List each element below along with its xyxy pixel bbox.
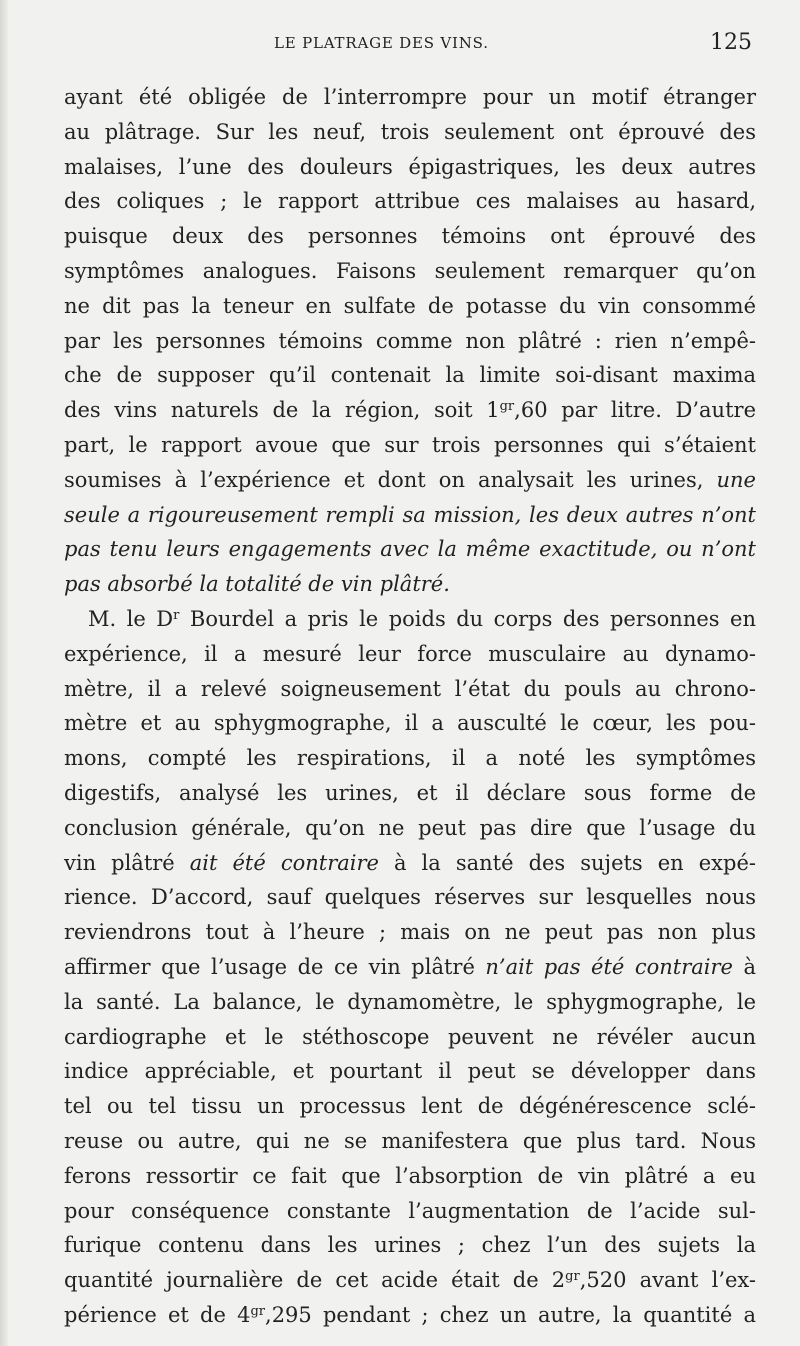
- text-line-18: mètre, il a relevé soigneusement l’état du pouls au chrono-: [64, 676, 756, 701]
- text-line-32: ferons ressortir ce fait que l’absorption de vin plâtré a eu: [64, 1163, 756, 1188]
- text-segment: ,295: [265, 1302, 312, 1327]
- text-line-11: part, le rapport avoue que sur trois personnes qui s’étaient: [64, 432, 756, 457]
- text-line-29: indice appréciable, et pourtant il peut se développer dans: [64, 1059, 756, 1084]
- italic-line: pas tenu leurs engagements avec la même exactitude, ou n’ont: [64, 537, 756, 562]
- text-line-9: che de supposer qu’il contenait la limite soi-disant maxima: [64, 363, 756, 388]
- page-edge-shadow: [0, 0, 8, 1346]
- text-segment: Bourdel a pris le poids du corps des personnes en: [179, 606, 757, 631]
- text-line-13: [64, 498, 756, 533]
- text-line-12: [64, 463, 756, 498]
- italic-segment: ait été contraire: [189, 850, 379, 875]
- text-line-23: [64, 846, 756, 881]
- text-segment: M. le D: [88, 606, 174, 631]
- text-line-36: [64, 1298, 756, 1333]
- page-header: [0, 30, 800, 64]
- text-line-20: mons, compté les respirations, il a noté les symptômes: [64, 746, 756, 771]
- text-line-15: [64, 567, 756, 602]
- text-line-17: expérience, il a mesuré leur force musculaire au dynamo-: [64, 641, 756, 666]
- page-number: 125: [710, 30, 752, 55]
- text-segment: à: [732, 954, 756, 979]
- text-line-7: ne dit pas la teneur en sulfate de potasse du vin consommé: [64, 293, 756, 318]
- text-line-21: digestifs, analysé les urines, et il déclare sous forme de: [64, 780, 756, 805]
- text-line-34: furique contenu dans les urines ; chez l’un des sujets la: [64, 1233, 756, 1258]
- italic-line: seule a rigoureusement rempli sa mission, les deux autres n’ont: [64, 502, 756, 527]
- text-line-3: malaises, l’une des douleurs épigastriques, les deux autres: [64, 154, 756, 179]
- text-line-31: reuse ou autre, qui ne se manifestera que plus tard. Nous: [64, 1128, 756, 1153]
- title-superscript: r: [173, 607, 180, 623]
- text-line-8: par les personnes témoins comme non plâtré : rien n’empê-: [64, 328, 756, 353]
- text-line-28: cardiographe et le stéthoscope peuvent ne révéler aucun: [64, 1024, 756, 1049]
- text-segment: périence et de 4: [64, 1302, 251, 1327]
- unit-superscript: gr: [565, 1268, 580, 1284]
- text-segment: pendant ; chez un autre, la quantité a: [322, 1302, 756, 1327]
- text-line-16: [64, 602, 756, 637]
- text-segment: vin plâtré: [64, 850, 175, 875]
- italic-segment: n’ait pas été contraire: [485, 954, 733, 979]
- unit-superscript: gr: [499, 399, 515, 415]
- text-segment: soumises à l’expérience et dont on analysait les urines,: [64, 467, 704, 492]
- unit-superscript: gr: [250, 1303, 266, 1319]
- body-text: [64, 80, 756, 1333]
- text-line-4: des coliques ; le rapport attribue ces malaises au hasard,: [64, 189, 756, 214]
- text-line-26: [64, 950, 756, 985]
- text-line-24: rience. D’accord, sauf quelques réserves sur lesquelles nous: [64, 885, 756, 910]
- running-title: LE PLATRAGE DES VINS.: [274, 34, 489, 52]
- italic-line: pas absorbé la totalité de vin plâtré.: [64, 572, 450, 597]
- text-segment: ,60 par litre. D’autre: [514, 398, 756, 423]
- text-segment: affirmer que l’usage de ce vin plâtré: [64, 954, 475, 979]
- text-line-5: puisque deux des personnes témoins ont éprouvé des: [64, 224, 756, 249]
- text-line-1: ayant été obligée de l’interrompre pour un motif étranger: [64, 85, 756, 109]
- text-line-10: [64, 393, 756, 428]
- text-line-6: symptômes analogues. Faisons seulement remarquer qu’on: [64, 258, 756, 283]
- text-line-33: pour conséquence constante l’augmentation de l’acide sul-: [64, 1198, 756, 1223]
- text-segment: ,520 avant l’ex-: [579, 1268, 756, 1293]
- text-line-2: au plâtrage. Sur les neuf, trois seulement ont éprouvé des: [64, 119, 756, 144]
- text-segment: à la santé des sujets en expé-: [378, 850, 756, 875]
- italic-segment: une: [716, 467, 756, 492]
- text-line-22: conclusion générale, qu’on ne peut pas dire que l’usage du: [64, 815, 756, 840]
- text-line-35: [64, 1263, 756, 1298]
- text-line-30: tel ou tel tissu un processus lent de dégénérescence sclé-: [64, 1094, 756, 1119]
- text-line-14: [64, 532, 756, 567]
- text-line-19: mètre et au sphygmographe, il a ausculté le cœur, les pou-: [64, 711, 756, 736]
- text-segment: des vins naturels de la région, soit 1: [64, 398, 500, 423]
- text-line-25: reviendrons tout à l’heure ; mais on ne peut pas non plus: [64, 920, 756, 945]
- text-segment: quantité journalière de cet acide était de 2: [64, 1268, 566, 1293]
- text-line-27: la santé. La balance, le dynamomètre, le sphygmographe, le: [64, 989, 756, 1014]
